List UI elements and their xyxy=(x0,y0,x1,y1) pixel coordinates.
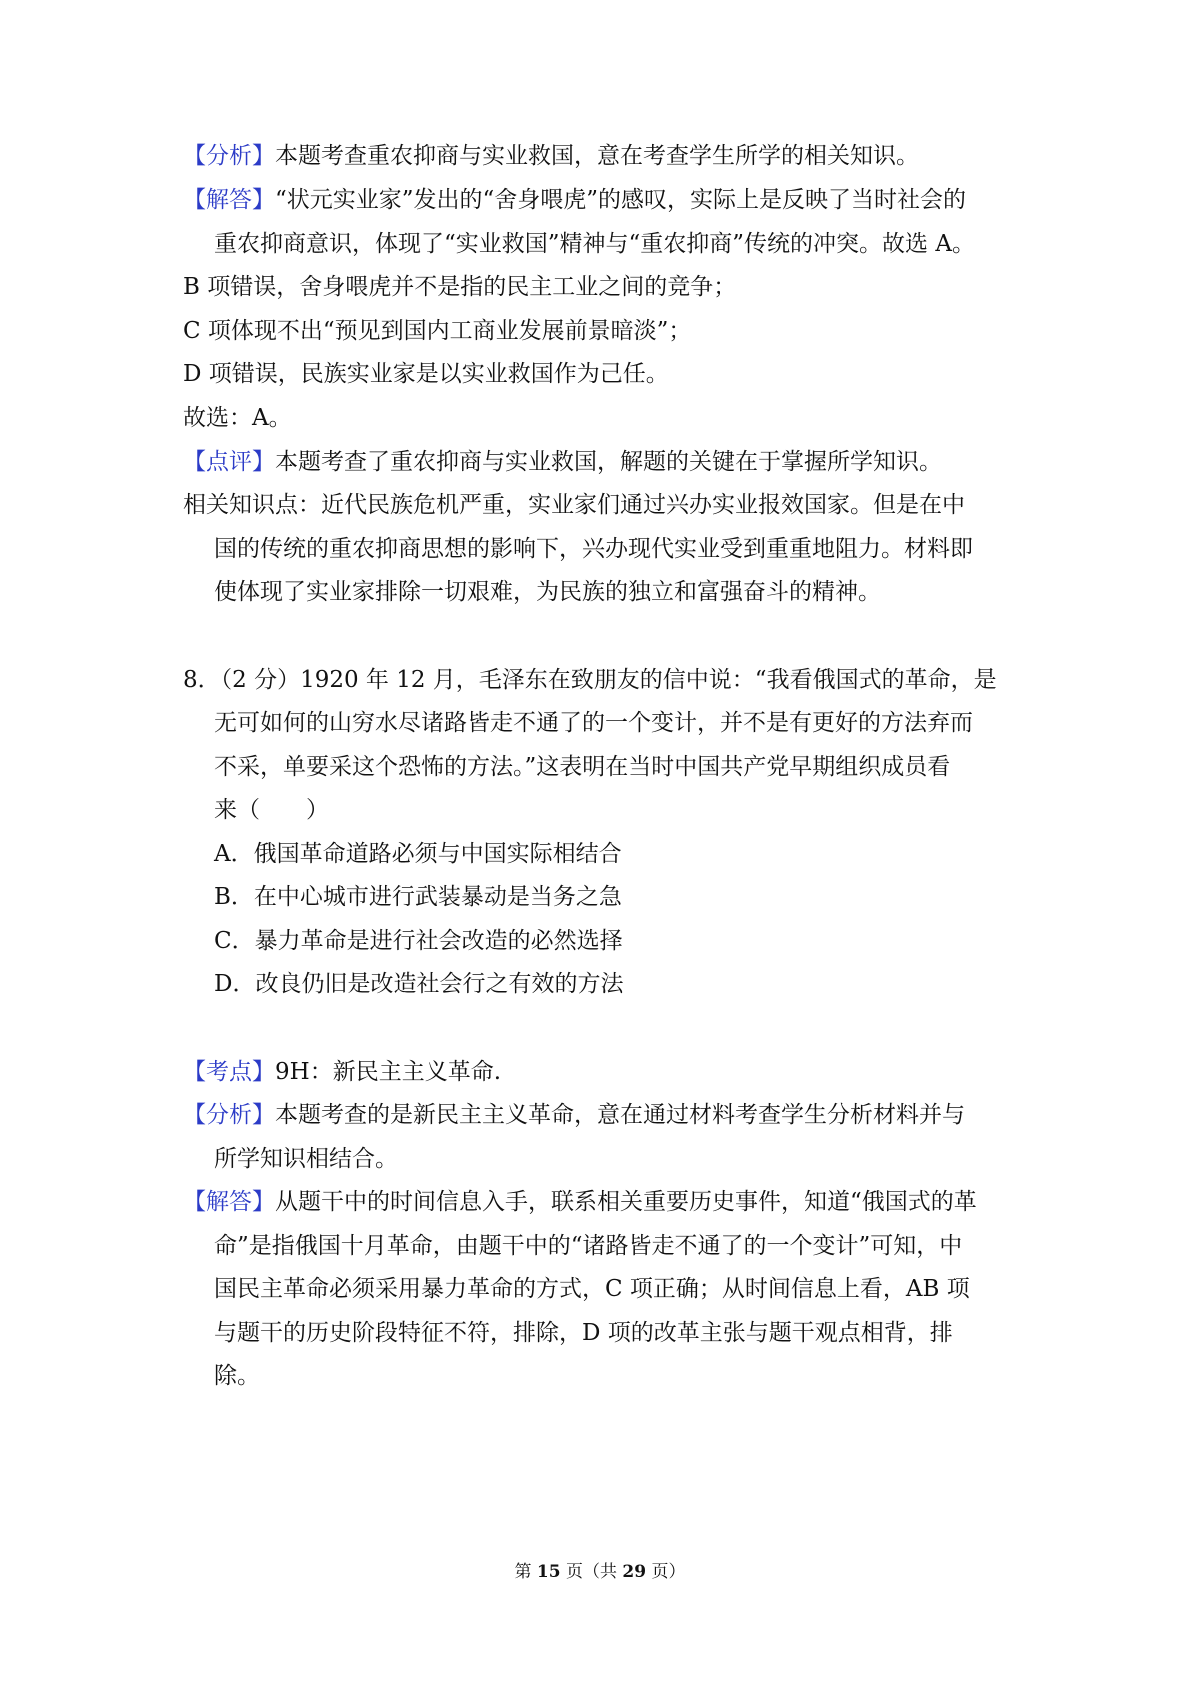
answer-tag: 【解答】 xyxy=(183,187,275,213)
analysis2-line-1: 【分析】本题考查的是新民主主义革命，意在通过材料考查学生分析材料并与 xyxy=(183,1102,965,1128)
knowledge-line-1: 相关知识点：近代民族危机严重，实业家们通过兴办实业报效国家。但是在中 xyxy=(183,492,965,518)
knowledge-point-tag: 【考点】 xyxy=(183,1059,275,1085)
final-choice: 故选：A。 xyxy=(183,405,292,431)
analysis2-tag: 【分析】 xyxy=(183,1102,275,1128)
answer2-line-4: 与题干的历史阶段特征不符，排除，D 项的改革主张与题干观点相背，排 xyxy=(214,1320,953,1346)
analysis2-line-2: 所学知识相结合。 xyxy=(214,1146,398,1172)
total-pages: 29 xyxy=(622,1562,647,1582)
knowledge-line-3: 使体现了实业家排除一切艰难，为民族的独立和富强奋斗的精神。 xyxy=(214,579,881,605)
analysis-tag: 【分析】 xyxy=(183,143,275,169)
comment-tag: 【点评】 xyxy=(183,449,275,475)
answer2-line-3: 国民主革命必须采用暴力革命的方式，C 项正确；从时间信息上看，AB 项 xyxy=(214,1276,970,1302)
option-c-explanation: C 项体现不出“预见到国内工商业发展前景暗淡”； xyxy=(183,318,692,344)
question-stem-line-1: 8．（2 分）1920 年 12 月，毛泽东在致朋友的信中说：“我看俄国式的革命，是 xyxy=(183,667,997,693)
option-d-explanation: D 项错误，民族实业家是以实业救国作为己任。 xyxy=(183,361,669,387)
answer2-line-1: 【解答】从题干中的时间信息入手，联系相关重要历史事件，知道“俄国式的革 xyxy=(183,1189,977,1215)
answer-line-2: 重农抑商意识，体现了“实业救国”精神与“重农抑商”传统的冲突。故选 A。 xyxy=(214,231,975,257)
answer-line-1: 【解答】“状元实业家”发出的“舍身喂虎”的感叹，实际上是反映了当时社会的 xyxy=(183,187,967,213)
question-stem-line-2: 无可如何的山穷水尽诸路皆走不通了的一个变计，并不是有更好的方法弃而 xyxy=(214,710,973,736)
option-d: D．改良仍旧是改造社会行之有效的方法 xyxy=(214,971,624,997)
option-b-explanation: B 项错误，舍身喂虎并不是指的民主工业之间的竞争； xyxy=(183,274,737,300)
option-c: C．暴力革命是进行社会改造的必然选择 xyxy=(214,928,623,954)
answer2-tag: 【解答】 xyxy=(183,1189,275,1215)
answer2-line-5: 除。 xyxy=(214,1363,260,1389)
page-footer: 第 15 页（共 29 页） xyxy=(514,1562,686,1582)
page-number: 15 xyxy=(536,1562,561,1582)
knowledge-line-2: 国的传统的重农抑商思想的影响下，兴办现代实业受到重重地阻力。材料即 xyxy=(214,536,973,562)
comment-line: 【点评】本题考查了重农抑商与实业救国，解题的关键在于掌握所学知识。 xyxy=(183,449,942,475)
analysis-line: 【分析】本题考查重农抑商与实业救国，意在考查学生所学的相关知识。 xyxy=(183,143,919,169)
answer2-line-2: 命”是指俄国十月革命，由题干中的“诸路皆走不通了的一个变计”可知，中 xyxy=(214,1233,963,1259)
option-a: A．俄国革命道路必须与中国实际相结合 xyxy=(214,841,622,867)
question-stem-line-4: 来（ ） xyxy=(214,797,329,823)
question-stem-line-3: 不采，单要采这个恐怖的方法。”这表明在当时中国共产党早期组织成员看 xyxy=(214,754,951,780)
knowledge-point-line: 【考点】9H：新民主主义革命. xyxy=(183,1059,502,1085)
option-b: B．在中心城市进行武装暴动是当务之急 xyxy=(214,884,622,910)
